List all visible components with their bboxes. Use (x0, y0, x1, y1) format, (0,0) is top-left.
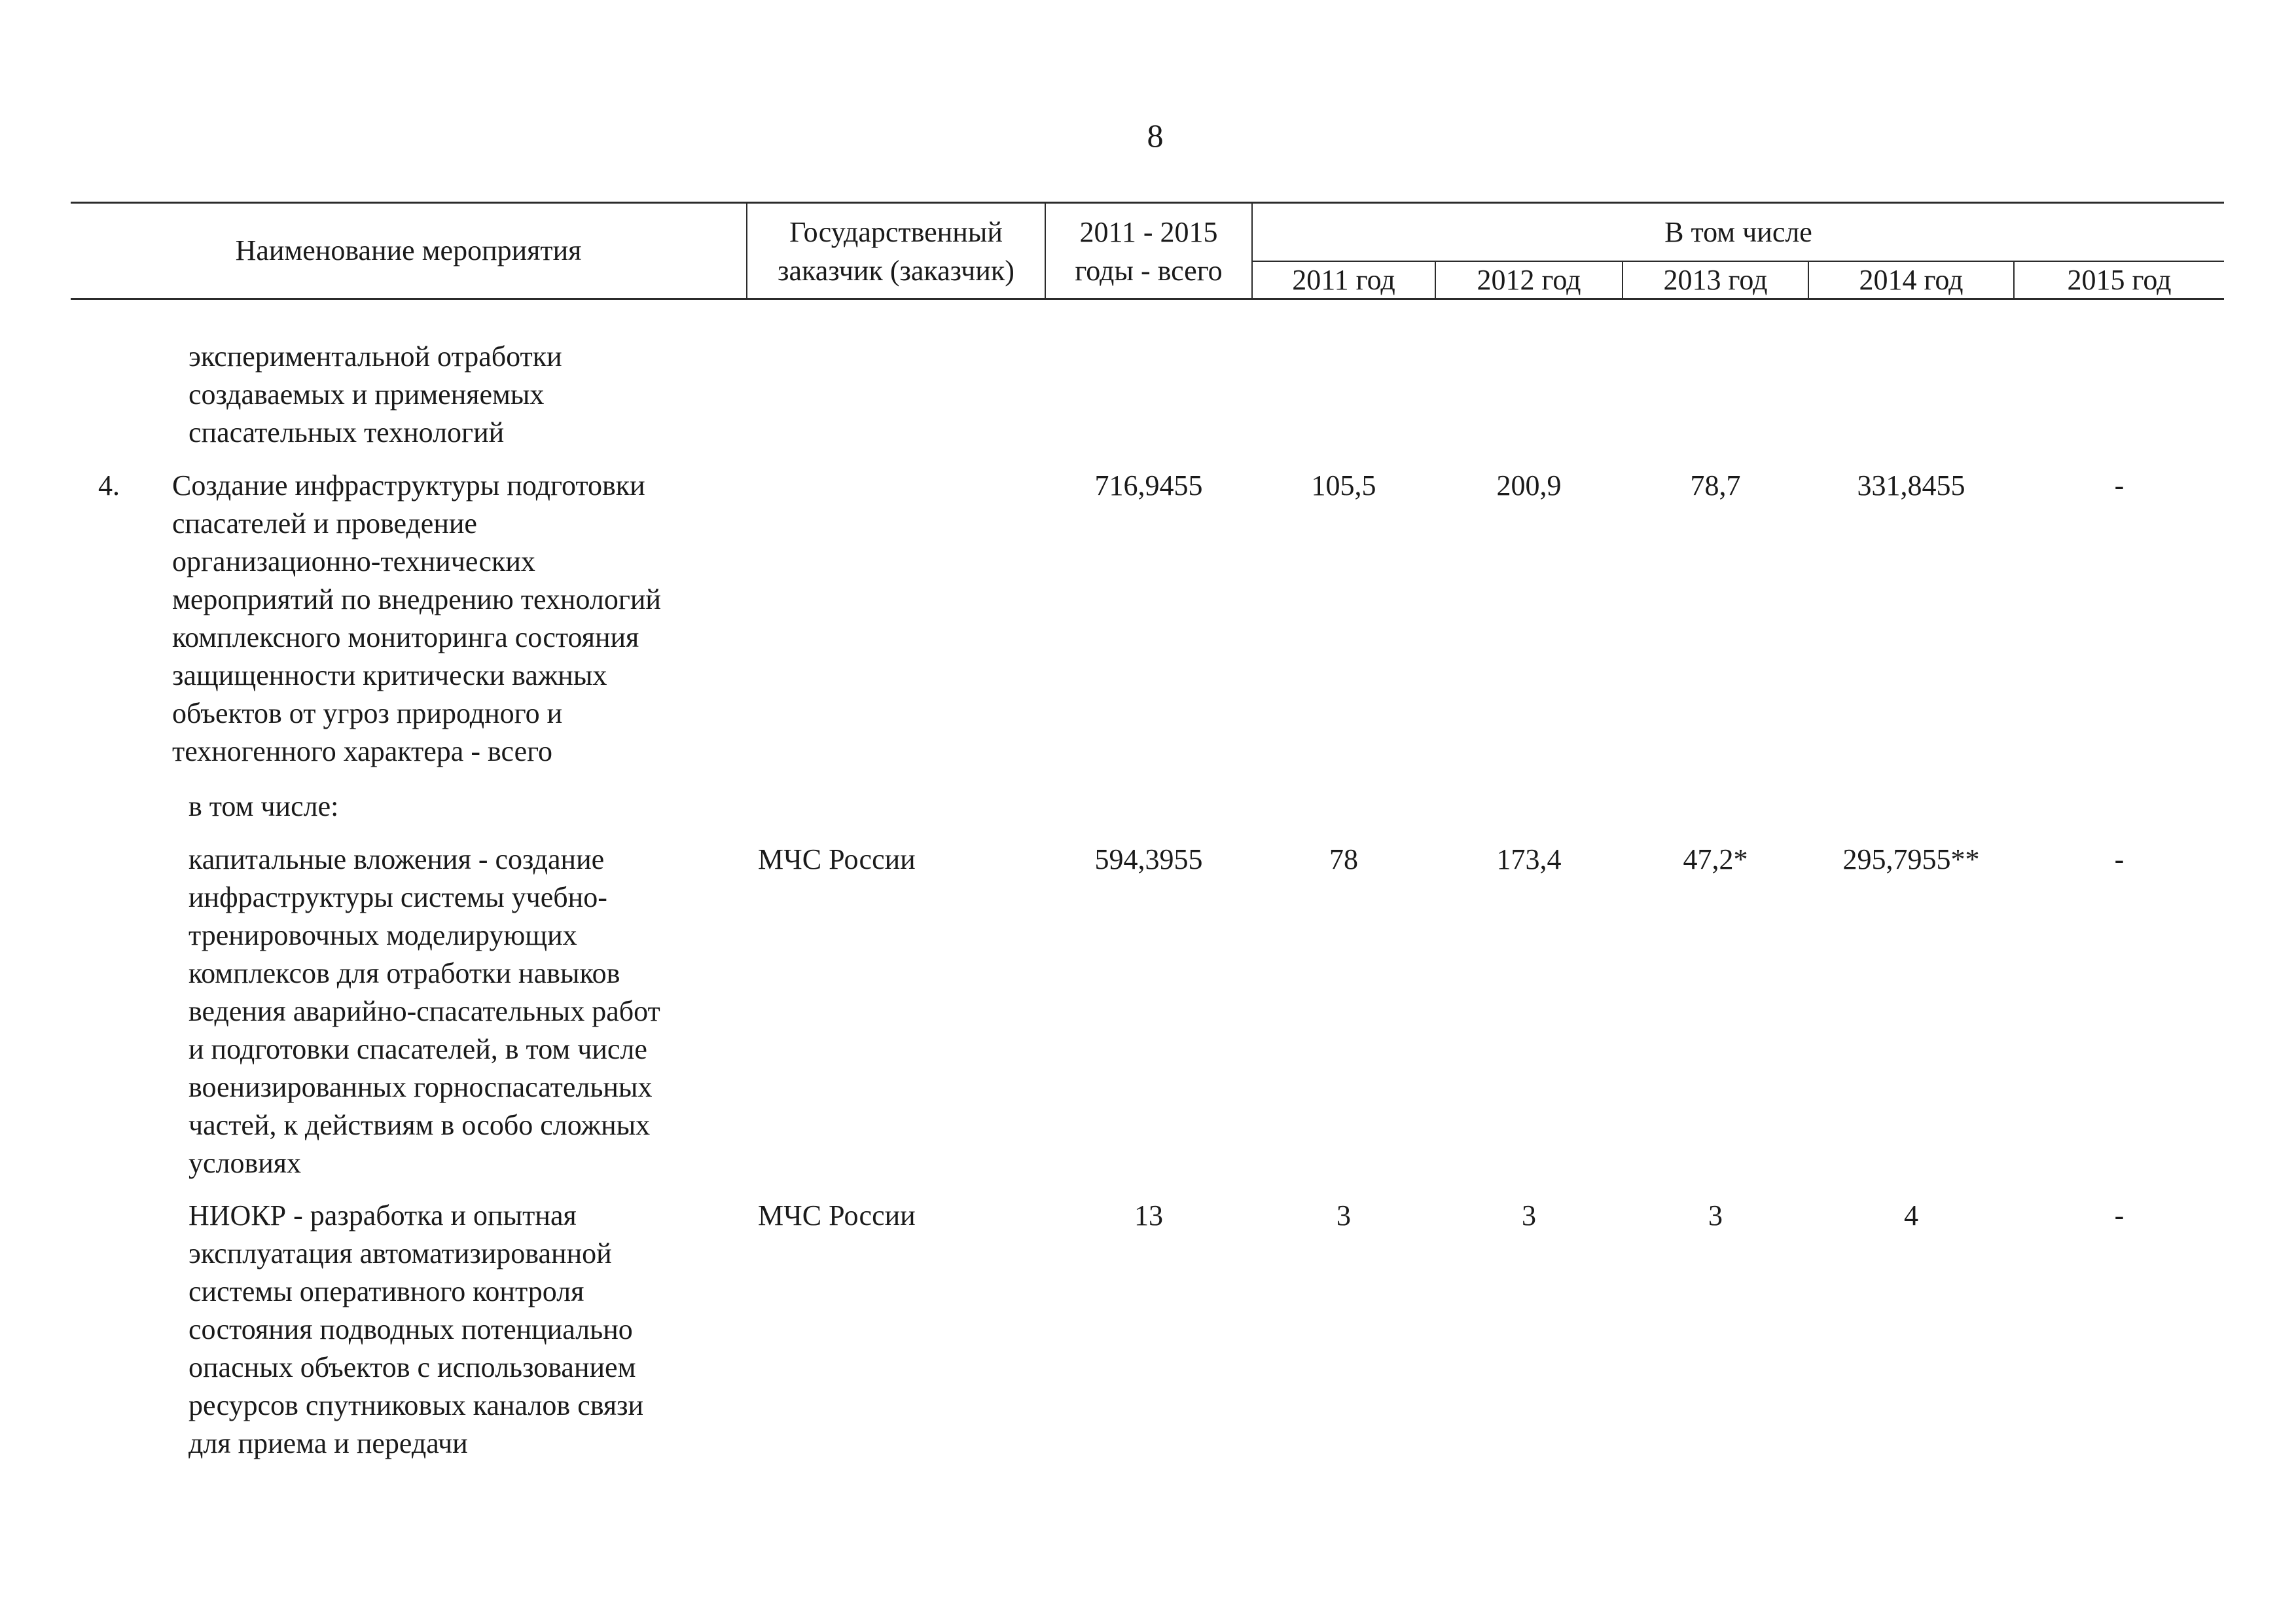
row-capex-line-8: частей, к действиям в особо сложных (188, 1109, 651, 1141)
header-year-2011: 2011 год (1292, 264, 1395, 296)
row-capex-line-7: военизированных горноспасательных (188, 1071, 653, 1103)
row-cont-line-2: создаваемых и применяемых (188, 378, 545, 410)
row-niokr-line-4: состояния подводных потенциально (188, 1313, 633, 1345)
cell-2014: 4 (1904, 1199, 1918, 1231)
cell-customer: МЧС России (758, 1199, 916, 1231)
header-col-customer-line1: Государственный (789, 216, 1003, 248)
header-col-total-line1: 2011 - 2015 (1079, 216, 1218, 248)
page-number: 8 (1147, 117, 1164, 154)
cell-2011: 78 (1329, 843, 1358, 875)
cell-2012: 173,4 (1496, 843, 1562, 875)
row-item4-line-8: техногенного характера - всего (172, 735, 553, 767)
row-capex-line-5: ведения аварийно-спасательных работ (188, 995, 660, 1027)
cell-2011: 3 (1336, 1199, 1351, 1231)
row-item4-line-4: мероприятий по внедрению технологий (172, 583, 661, 615)
row-cont-line-1: экспериментальной отработки (188, 340, 562, 373)
cell-total: 594,3955 (1094, 843, 1203, 875)
row-cont-line-3: спасательных технологий (188, 416, 505, 448)
row-item4-line-3: организационно-технических (172, 545, 535, 577)
row-item4-line-1: Создание инфраструктуры подготовки (172, 469, 645, 501)
row-capex-line-1: капитальные вложения - создание (188, 843, 605, 875)
cell-2014: 331,8455 (1857, 469, 1965, 501)
row-niokr-line-3: системы оперативного контроля (188, 1275, 584, 1307)
cell-2012: 3 (1522, 1199, 1536, 1231)
cell-2013: 3 (1708, 1199, 1723, 1231)
table-header-bottom-rule (71, 298, 2224, 300)
row-item4-line-7: объектов от угроз природного и (172, 697, 563, 729)
years-divider-rule (1251, 261, 2224, 262)
header-col-including: В том числе (1664, 216, 1812, 248)
row-niokr-line-6: ресурсов спутниковых каналов связи (188, 1389, 644, 1421)
header-year-2015: 2015 год (2067, 264, 2172, 296)
row-niokr-line-7: для приема и передачи (188, 1427, 468, 1459)
row-niokr-line-1: НИОКР - разработка и опытная (188, 1199, 577, 1231)
including-label: в том числе: (188, 790, 339, 822)
header-year-2013: 2013 год (1663, 264, 1768, 296)
cell-customer: МЧС России (758, 843, 916, 875)
cell-2013: 78,7 (1690, 469, 1741, 501)
cell-2015: - (2114, 843, 2125, 875)
table-top-rule (71, 202, 2224, 204)
cell-2013: 47,2* (1683, 843, 1748, 875)
cell-2011: 105,5 (1311, 469, 1376, 501)
row-capex-line-4: комплексов для отработки навыков (188, 957, 620, 989)
row-number: 4. (98, 469, 120, 501)
header-col-customer-line2: заказчик (заказчик) (778, 255, 1014, 287)
row-capex-line-9: условиях (188, 1147, 302, 1179)
cell-total: 13 (1134, 1199, 1163, 1231)
row-item4-line-5: комплексного мониторинга состояния (172, 621, 639, 653)
cell-2014: 295,7955** (1842, 843, 1980, 875)
row-item4-line-6: защищенности критически важных (172, 659, 607, 691)
header-col-name: Наименование мероприятия (235, 234, 582, 266)
cell-2012: 200,9 (1496, 469, 1562, 501)
cell-2015: - (2114, 1199, 2125, 1231)
row-capex-line-6: и подготовки спасателей, в том числе (188, 1033, 647, 1065)
row-capex-line-3: тренировочных моделирующих (188, 919, 577, 951)
row-capex-line-2: инфраструктуры системы учебно- (188, 881, 607, 913)
row-niokr-line-5: опасных объектов с использованием (188, 1351, 636, 1383)
header-year-2012: 2012 год (1477, 264, 1581, 296)
row-item4-line-2: спасателей и проведение (172, 507, 477, 539)
header-col-total-line2: годы - всего (1075, 255, 1223, 287)
header-year-2014: 2014 год (1859, 264, 1964, 296)
cell-total: 716,9455 (1094, 469, 1203, 501)
cell-2015: - (2114, 469, 2125, 501)
row-niokr-line-2: эксплуатация автоматизированной (188, 1237, 612, 1269)
